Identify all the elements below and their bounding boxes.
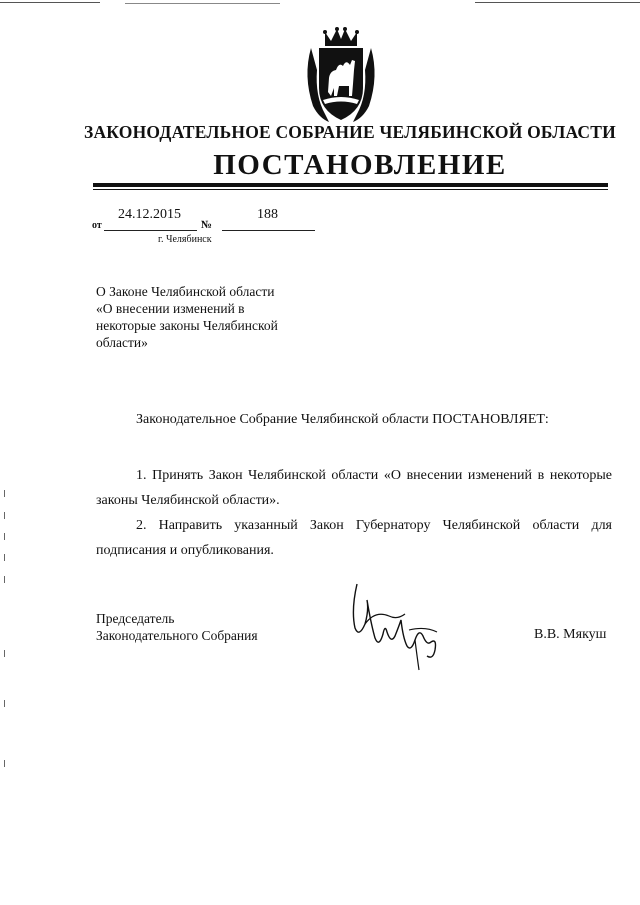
resolution-item-2: 2. Направить указанный Закон Губернатору Челябинской области для подписания и опубликования. (96, 518, 612, 558)
document-number: 188 (257, 207, 278, 222)
scan-artifact-line (0, 2, 100, 3)
header-rule-thin (93, 189, 608, 190)
resolution-item-1: 1. Принять Закон Челябинской области «О внесении изменений в некоторые законы Челябинской области». (96, 468, 612, 508)
scan-artifact-dash (4, 650, 5, 657)
document-date: 24.12.2015 (118, 207, 181, 222)
document-subject: О Законе Челябинской области «О внесении изменений в некоторые законы Челябинской области» (96, 284, 278, 350)
scan-artifact-dash (4, 512, 5, 519)
number-label: № (201, 219, 213, 231)
document-type-title: ПОСТАНОВЛЕНИЕ (213, 149, 507, 181)
chelyabinsk-coat-of-arms-icon (299, 26, 383, 126)
scan-artifact-dash (4, 533, 5, 540)
signatory-position-line2: Законодательного Собрания (96, 628, 258, 643)
preamble: Законодательное Собрание Челябинской области ПОСТАНОВЛЯЕТ: (136, 412, 549, 427)
signatory-position (96, 610, 258, 644)
city-label: г. Челябинск (158, 234, 212, 245)
header-rule-thick (93, 183, 608, 187)
number-underline (222, 230, 315, 231)
scan-artifact-dash (4, 760, 5, 767)
signatory-name: В.В. Мякуш (534, 627, 607, 642)
scan-artifact-dash (4, 554, 5, 561)
scan-artifact-line (125, 3, 280, 4)
scan-artifact-line (475, 2, 640, 3)
scan-artifact-dash (4, 576, 5, 583)
scan-artifact-dash (4, 700, 5, 707)
signatory-position-line1: Председатель (96, 611, 175, 626)
date-label: от (92, 220, 102, 231)
organization-title: ЗАКОНОДАТЕЛЬНОЕ СОБРАНИЕ ЧЕЛЯБИНСКОЙ ОБЛАСТИ (84, 122, 616, 142)
handwritten-signature-icon (345, 580, 445, 675)
date-underline (104, 230, 197, 231)
scan-artifact-dash (4, 490, 5, 497)
